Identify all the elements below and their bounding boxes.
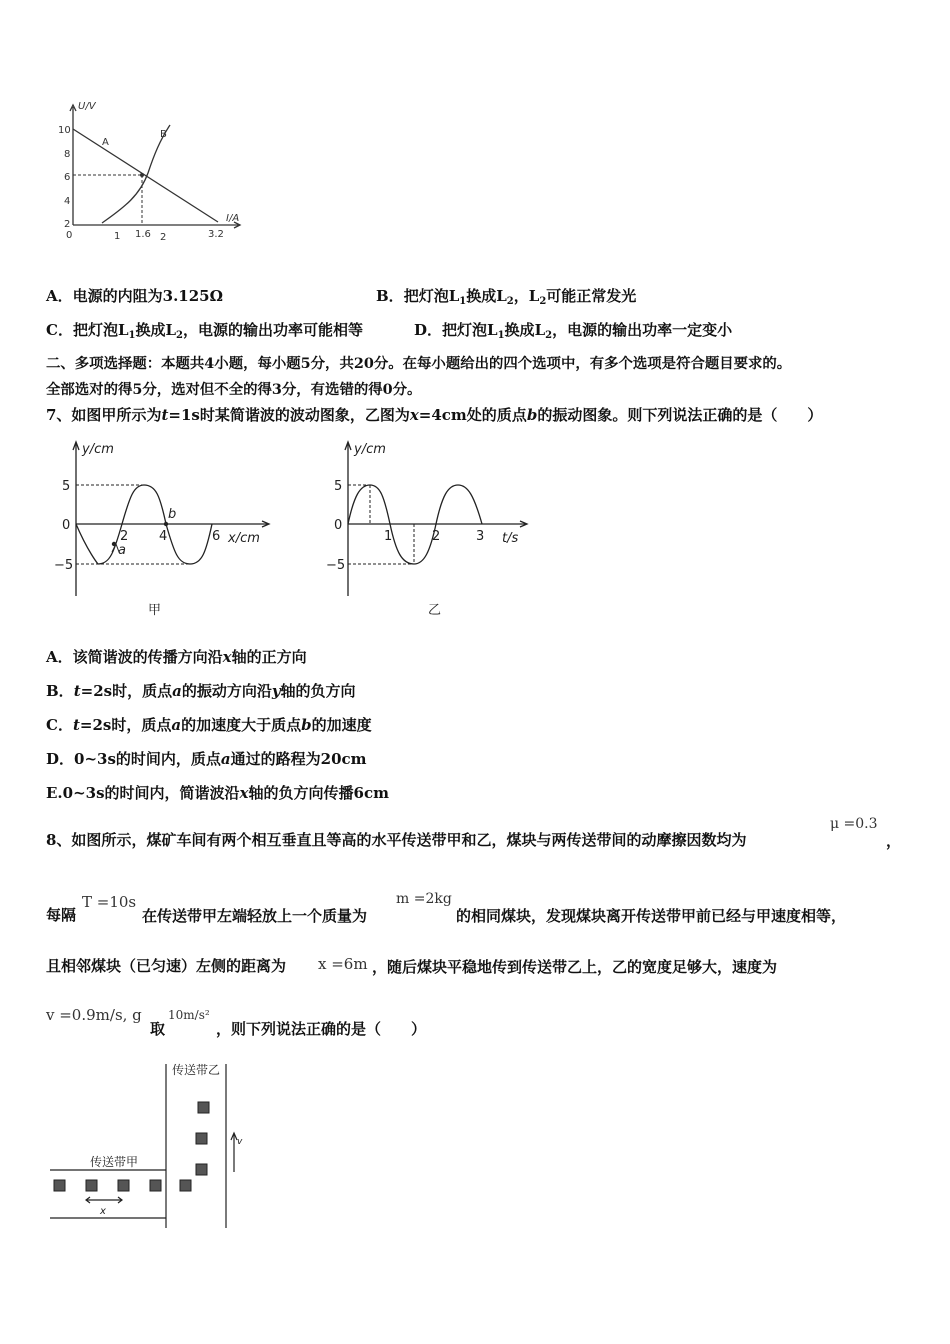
q8-qu: 取 (150, 1020, 166, 1038)
coal-block-5 (180, 1180, 191, 1191)
coal-block-3 (118, 1180, 129, 1191)
uv-intersection (140, 173, 144, 177)
uv-xtick-1: 1 (114, 231, 121, 242)
q7-option-d (46, 749, 367, 769)
q6-option-d (414, 320, 732, 346)
stem-text: =1s时某简谐波的波动图象，乙图为 (168, 406, 410, 424)
uv-curve-b-label: B (160, 129, 167, 140)
var-b: b (526, 406, 538, 424)
uv-ytick-10: 10 (58, 125, 71, 136)
jia-x-label: x/cm (228, 531, 260, 546)
coal-block-2 (86, 1180, 97, 1191)
var-t: t (73, 682, 81, 700)
option-text: =2s时，质点 (80, 682, 173, 700)
var-a: a (172, 682, 182, 700)
yi-xtick-1: 1 (384, 529, 393, 544)
option-text: ， (513, 287, 529, 305)
uv-ytick-8: 8 (64, 149, 71, 160)
stem-text: 8、如图所示，煤矿车间有两个相互垂直且等高的水平传送带甲和乙，煤块与两传送带间的动摩擦因数均为 (46, 831, 747, 849)
sub-2: 2 (539, 296, 547, 307)
option-text: =2s时，质点 (79, 716, 172, 734)
option-text: 通过的路程为20cm (230, 750, 367, 768)
q6-option-a (46, 286, 223, 306)
var-t: t (72, 716, 80, 734)
option-text: 0~3s的时间内，质点 (74, 750, 221, 768)
belt-yi-label: 传送带乙 (172, 1063, 221, 1077)
option-text: 把灯泡 (442, 321, 488, 339)
coal-block-1 (54, 1180, 65, 1191)
yi-y-top: 5 (334, 479, 343, 494)
spacing-x-label: x (100, 1206, 106, 1217)
jia-caption: 甲 (148, 603, 162, 618)
var-l: L (528, 287, 540, 305)
jia-label-a: a (118, 543, 126, 558)
uv-graph (40, 95, 250, 255)
option-text: 换成 (135, 321, 166, 339)
q7-option-b (46, 681, 356, 701)
jia-xtick-6: 6 (212, 529, 221, 544)
var-x: x (239, 784, 249, 802)
coal-block-4 (150, 1180, 161, 1191)
q8-g: 10m/s² (168, 1008, 210, 1022)
jia-xtick-4: 4 (159, 529, 168, 544)
velocity-label: v (237, 1137, 243, 1147)
option-letter: D． (46, 750, 75, 768)
jia-label-b: b (168, 507, 177, 522)
option-text: 把灯泡 (403, 287, 449, 305)
option-text: E.0~3s的时间内，简谐波沿 (46, 784, 240, 802)
option-letter: A． (46, 287, 73, 305)
uv-curve-a-label: A (102, 137, 109, 148)
q8-line2-pre: 每隔 (46, 906, 77, 924)
var-l: L (165, 321, 177, 339)
q7-option-a (46, 647, 307, 667)
coal-block-8 (198, 1102, 209, 1113)
option-text: 可能正常发光 (546, 287, 637, 305)
option-letter: B． (376, 287, 404, 305)
option-text: 该简谐波的传播方向沿 (72, 648, 223, 666)
var-a: a (171, 716, 182, 734)
var-a: a (220, 750, 231, 768)
q8-line4-post: ，则下列说法正确的是（ ） (216, 1020, 427, 1038)
uv-xtick-0: 0 (66, 230, 73, 241)
stem-text: =4cm处的质点 (418, 406, 527, 424)
jia-y-bottom: −5 (54, 558, 74, 573)
yi-y-label: y/cm (354, 442, 386, 457)
jia-y-zero: 0 (62, 518, 71, 533)
stem-text: 的振动图象。则下列说法正确的是（ ） (537, 406, 823, 424)
option-letter: C． (46, 716, 73, 734)
q8-x: x =6m (318, 955, 368, 973)
option-letter: C． (46, 321, 73, 339)
uv-xtick-2: 2 (160, 232, 167, 243)
var-l: L (496, 287, 507, 305)
uv-y-label: U/V (78, 101, 96, 112)
yi-y-zero: 0 (334, 518, 343, 533)
coal-block-7 (196, 1133, 207, 1144)
yi-x-label: t/s (502, 531, 519, 546)
q8-line3-pre: 且相邻煤块（已匀速）左侧的距离为 (46, 957, 287, 975)
option-text: 电源的内阻为3.125Ω (72, 287, 223, 305)
belt-jia-label: 传送带甲 (90, 1155, 139, 1169)
jia-xtick-2: 2 (120, 529, 129, 544)
sub-2: 2 (176, 330, 184, 341)
option-letter: D． (414, 321, 443, 339)
var-l: L (534, 321, 546, 339)
wave-graph-jia (44, 436, 284, 621)
q6-option-b (376, 286, 636, 312)
sub-1: 1 (459, 296, 467, 307)
var-l: L (448, 287, 460, 305)
wave-graph-yi (318, 436, 538, 621)
option-text: 的振动方向沿 (181, 682, 272, 700)
section2-line2: 全部选对的得5分，选对但不全的得3分，有选错的得0分。 (46, 381, 422, 398)
q8-mu: μ =0.3 (830, 816, 878, 832)
yi-xtick-3: 3 (476, 529, 485, 544)
uv-x-label: I/A (226, 213, 240, 224)
stem-text: 7、如图甲所示为 (46, 406, 162, 424)
var-y: y (271, 682, 281, 700)
q8-m: m =2kg (396, 891, 452, 907)
q8-T: T =10s (82, 893, 137, 911)
var-x: x (222, 648, 232, 666)
yi-xtick-2: 2 (432, 529, 441, 544)
sub-2: 2 (545, 330, 553, 341)
option-text: ，电源的输出功率一定变小 (552, 321, 733, 339)
option-text: ，电源的输出功率可能相等 (183, 321, 364, 339)
q7-option-e (46, 783, 389, 803)
uv-ytick-2: 2 (64, 219, 71, 230)
option-letter: B． (46, 682, 74, 700)
q7-option-c (46, 715, 372, 735)
option-text: 轴的负方向传播6cm (248, 784, 389, 802)
jia-y-label: y/cm (82, 442, 114, 457)
q8-line1 (46, 830, 746, 850)
section2-line1: 二、多项选择题：本题共4小题，每小题5分，共20分。在每小题给出的四个选项中，有多个选项是符合题目要求的。 (46, 355, 792, 372)
q8-v: v =0.9m/s, g (46, 1006, 142, 1024)
option-text: 换成 (466, 287, 497, 305)
q7-stem (46, 405, 822, 425)
var-x: x (409, 406, 419, 424)
sub-2: 2 (506, 296, 514, 307)
uv-xtick-1-6: 1.6 (135, 229, 151, 240)
jia-y-top: 5 (62, 479, 71, 494)
var-t: t (161, 406, 169, 424)
uv-ytick-6: 6 (64, 172, 71, 183)
var-l: L (117, 321, 129, 339)
uv-ytick-4: 4 (64, 196, 71, 207)
sub-1: 1 (128, 330, 136, 341)
sub-1: 1 (497, 330, 505, 341)
option-text: 轴的正方向 (231, 648, 307, 666)
option-text: 把灯泡 (72, 321, 118, 339)
conveyor-diagram (44, 1056, 244, 1232)
yi-y-bottom: −5 (326, 558, 346, 573)
q8-line1-end: ， (886, 832, 902, 850)
q8-line2-mid: 在传送带甲左端轻放上一个质量为 (142, 907, 368, 925)
option-text: 的加速度大于质点 (181, 716, 302, 734)
var-b: b (301, 716, 312, 734)
coal-block-6 (196, 1164, 207, 1175)
q6-option-c (46, 320, 363, 346)
q8-line2-post: 的相同煤块，发现煤块离开传送带甲前已经与甲速度相等， (456, 907, 847, 925)
option-text: 轴的负方向 (280, 682, 356, 700)
option-text: 换成 (504, 321, 535, 339)
yi-caption: 乙 (428, 603, 442, 618)
uv-xtick-3-2: 3.2 (208, 229, 224, 240)
q8-line3-post: ，随后煤块平稳地传到传送带乙上，乙的宽度足够大，速度为 (372, 958, 778, 976)
option-letter: A． (46, 648, 73, 666)
jia-point-b (164, 522, 168, 526)
option-text: 的加速度 (311, 716, 372, 734)
var-l: L (487, 321, 498, 339)
